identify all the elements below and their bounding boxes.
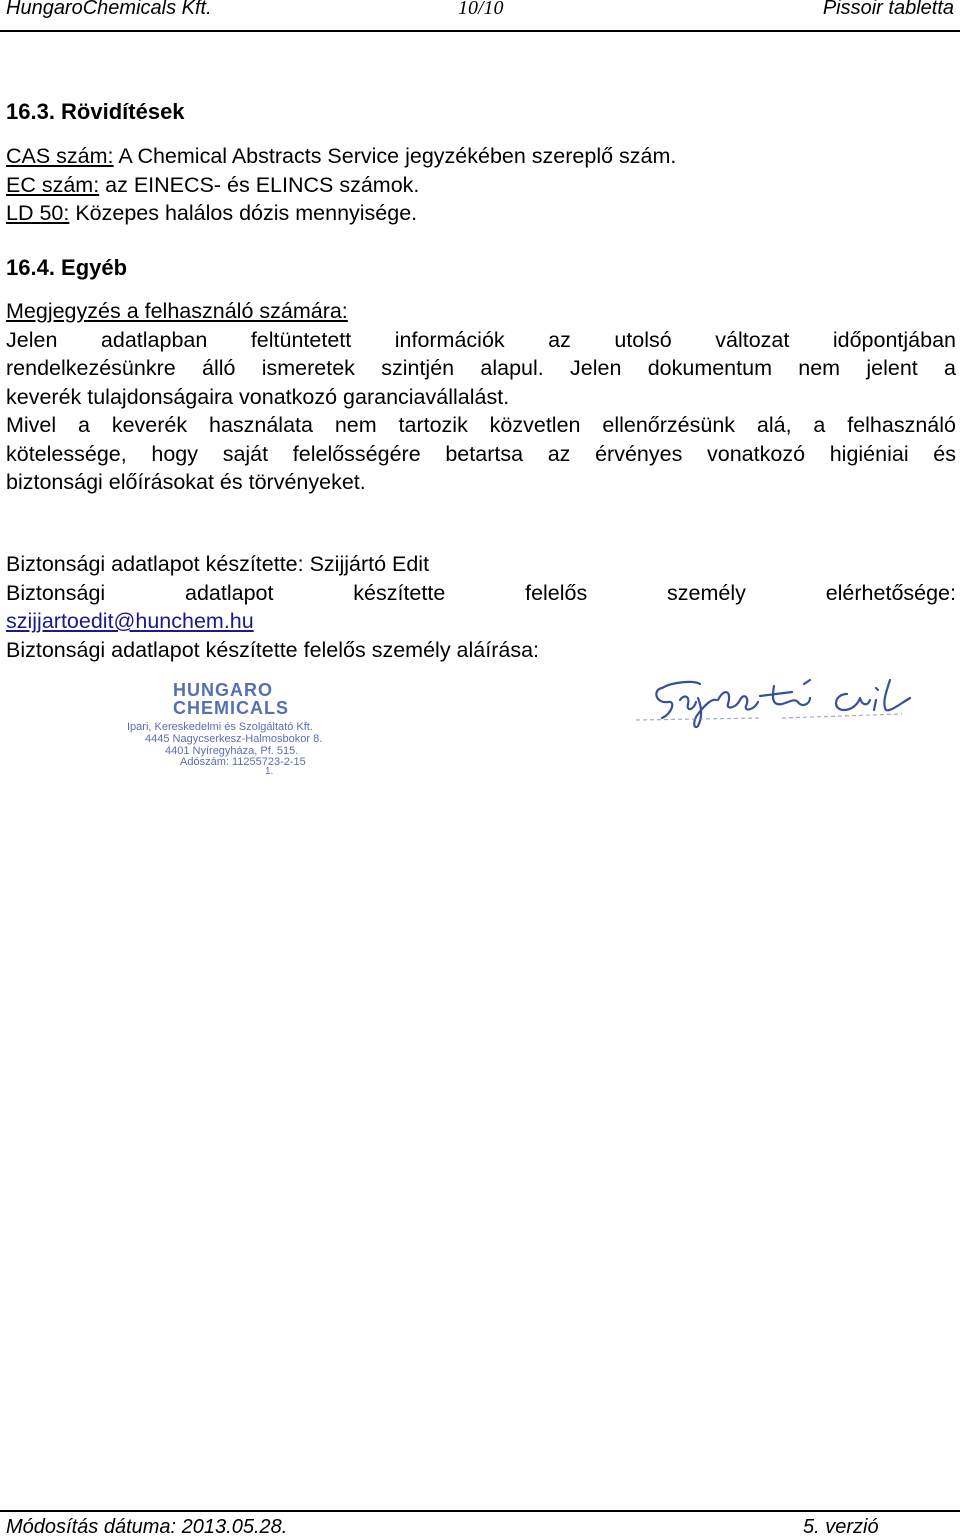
- header-page-number: 10/10: [458, 0, 504, 19]
- abbreviation-ld50: LD 50: Közepes halálos dózis mennyisége.: [6, 201, 418, 225]
- paragraph-1-line-3: keverék tulajdonságaira vonatkozó garanciavállalást.: [6, 384, 510, 409]
- handwritten-signature: [632, 674, 922, 730]
- stamp-line-1: HUNGARO: [173, 680, 273, 700]
- stamp-line-5: 4401 Nyíregyháza, Pf. 515.: [165, 745, 299, 757]
- contact-block: [6, 550, 956, 664]
- paragraph-2-line-3: biztonsági előírásokat és törvényeket.: [6, 470, 366, 494]
- stamp-line-7: 1.: [265, 766, 274, 774]
- abbreviation-cas: CAS szám: A Chemical Abstracts Service jegyzékében szereplő szám.: [6, 144, 677, 168]
- abbreviation-ec: EC szám: az EINECS- és ELINCS számok.: [6, 172, 420, 197]
- footer-modified-date: Módosítás dátuma: 2013.05.28.: [6, 1516, 288, 1538]
- company-stamp: [125, 678, 425, 774]
- note-label: Megjegyzés a felhasználó számára:: [6, 299, 348, 323]
- header-company: HungaroChemicals Kft.: [6, 0, 212, 19]
- stamp-line-3: Ipari, Kereskedelmi és Szolgáltató Kft.: [127, 721, 313, 733]
- header-product: Pissoir tabletta: [822, 0, 954, 19]
- section-16-4-title: 16.4. Egyéb: [6, 255, 128, 280]
- page-footer: [0, 1510, 960, 1538]
- section-16-4-body: [6, 297, 956, 497]
- footer-version: 5. verzió: [803, 1516, 879, 1538]
- email-link[interactable]: szijjartoedit@hunchem.hu: [6, 609, 254, 633]
- stamp-line-2: CHEMICALS: [173, 698, 289, 718]
- contact-line: Biztonsági adatlapot készítette felelős személy elérhetősége:: [6, 580, 956, 605]
- paragraph-2-line-2: kötelessége, hogy saját felelősségére betartsa az érvényes vonatkozó higiéniai és: [6, 441, 956, 466]
- page-header: [0, 0, 960, 32]
- paragraph-1-line-2: rendelkezésünkre álló ismeretek szintjén alapul. Jelen dokumentum nem jelent a: [6, 356, 956, 380]
- signature-line: Biztonsági adatlapot készítette felelős személy aláírása:: [6, 637, 540, 662]
- paragraph-2-line-1: Mivel a keverék használata nem tartozik közvetlen ellenőrzésünk alá, a felhasználó: [6, 413, 956, 437]
- prepared-by: Biztonsági adatlapot készítette: Szijjártó Edit: [6, 552, 430, 576]
- abbreviations-list: [6, 142, 956, 228]
- stamp-line-4: 4445 Nagycserkesz-Halmosbokor 8.: [145, 733, 323, 745]
- paragraph-1-line-1: Jelen adatlapban feltüntetett információk az utolsó változat időpontjában: [6, 327, 956, 352]
- section-16-3-title: 16.3. Rövidítések: [6, 99, 185, 124]
- stamp-line-6: Adószám: 11255723-2-15: [180, 756, 306, 768]
